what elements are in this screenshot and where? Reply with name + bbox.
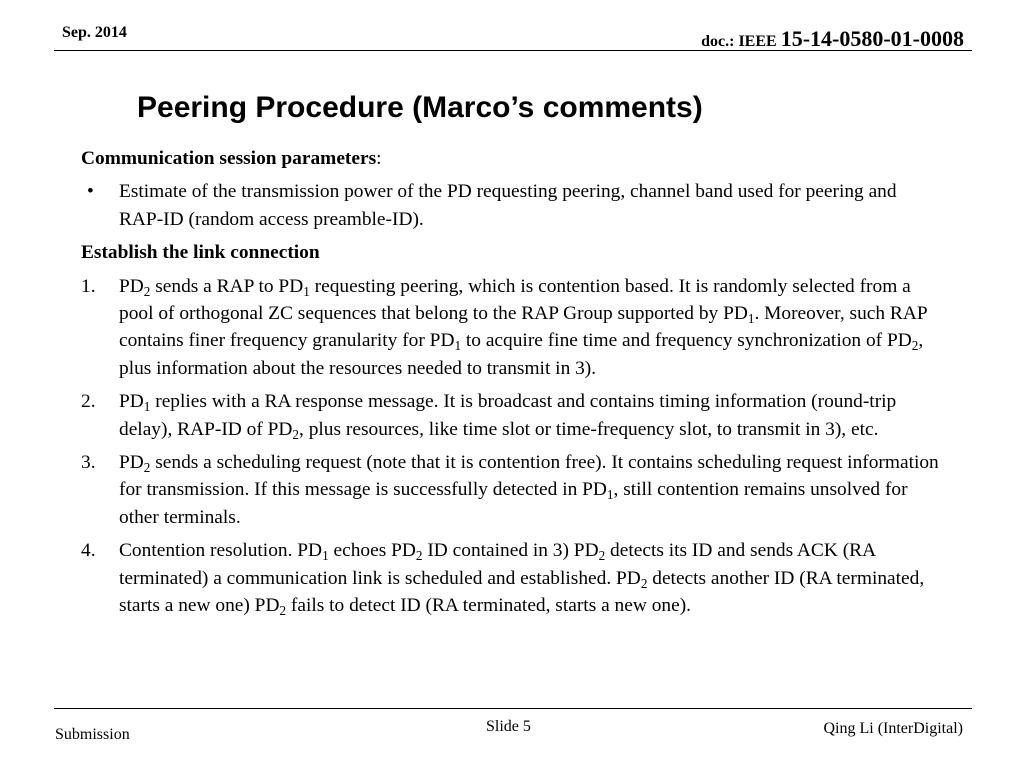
- doc-prefix: doc.: IEEE: [701, 33, 781, 50]
- step-text: Contention resolution. PD: [119, 540, 323, 562]
- footer-submission: Submission: [55, 726, 130, 743]
- comm-session-heading-text: Communication session parameters: [81, 148, 377, 169]
- step-text: detects its ID and sends ACK (RA terminated) a communication link is scheduled and established. PD: [119, 540, 876, 589]
- step-subscript: 1: [303, 283, 310, 299]
- header-divider: [54, 50, 972, 51]
- step-subscript: 2: [292, 426, 300, 442]
- step-text: . Moreover, such RAP contains finer frequency granularity for PD: [119, 303, 927, 352]
- comm-session-heading: [81, 145, 941, 172]
- slide-body: [81, 145, 941, 626]
- step-number: 3.: [81, 452, 96, 474]
- step-subscript: 2: [143, 460, 151, 476]
- step-subscript: 1: [143, 399, 151, 415]
- step-subscript: 2: [415, 548, 423, 564]
- step-subscript: 1: [606, 487, 614, 503]
- slide-number: Slide 5: [486, 718, 531, 735]
- step-text: sends a scheduling request (note that it is contention free). It contains scheduling request information for transmission. If this message is successfully detected in PD: [119, 452, 939, 501]
- comm-session-heading-colon: :: [376, 148, 382, 169]
- step-subscript: 2: [640, 575, 648, 591]
- step-text: echoes PD: [328, 540, 416, 562]
- slide-title: Peering Procedure (Marco’s comments): [137, 91, 703, 124]
- step-text: requesting peering, which is contention based. It is randomly selected from a pool of orthogonal ZC sequences that belong to the RAP Group supported by PD: [119, 275, 911, 325]
- step-text: PD: [119, 452, 144, 474]
- header-date: Sep. 2014: [62, 24, 127, 41]
- step-3: [81, 449, 941, 531]
- step-subscript: 1: [322, 548, 329, 564]
- bullet-item: [81, 178, 941, 233]
- step-subscript: 2: [279, 603, 287, 619]
- step-text: PD: [119, 275, 144, 297]
- link-connection-heading: Establish the link connection: [81, 242, 320, 264]
- step-subscript: 2: [911, 338, 919, 354]
- step-text: , plus information about the resources needed to transmit in 3).: [119, 330, 924, 379]
- step-text: sends a RAP to PD: [150, 275, 304, 297]
- step-text: detects another ID (RA terminated, starts a new one) PD: [119, 567, 925, 617]
- step-text: to acquire fine time and frequency synchronization of PD: [461, 330, 912, 352]
- footer-divider: [54, 708, 972, 709]
- footer-author: Qing Li (InterDigital): [823, 720, 963, 737]
- bullet-marker: •: [87, 181, 94, 203]
- step-4: [81, 537, 941, 619]
- step-subscript: 1: [454, 338, 462, 354]
- step-number: 1.: [81, 275, 96, 297]
- step-subscript: 1: [747, 310, 755, 326]
- step-text: PD: [119, 391, 144, 413]
- step-text: fails to detect ID (RA terminated, starts a new one).: [286, 595, 691, 617]
- header-doc-id: [701, 26, 964, 52]
- step-2: [81, 388, 941, 443]
- step-text: replies with a RA response message. It is broadcast and contains timing information (round-trip delay), RAP-ID of PD: [119, 391, 897, 440]
- step-subscript: 2: [598, 548, 606, 564]
- step-1: [81, 273, 941, 383]
- step-number: 2.: [81, 391, 96, 413]
- step-text: , plus resources, like time slot or time-frequency slot, to transmit in 3), etc.: [299, 418, 879, 440]
- step-number: 4.: [81, 540, 96, 562]
- step-subscript: 2: [143, 283, 151, 299]
- step-text: , still contention remains unsolved for other terminals.: [119, 479, 908, 528]
- bullet-text: Estimate of the transmission power of the PD requesting peering, channel band used for peering and RAP-ID (random access preamble-ID).: [119, 181, 897, 230]
- doc-number: 15-14-0580-01-0008: [780, 26, 964, 51]
- step-text: ID contained in 3) PD: [422, 540, 599, 562]
